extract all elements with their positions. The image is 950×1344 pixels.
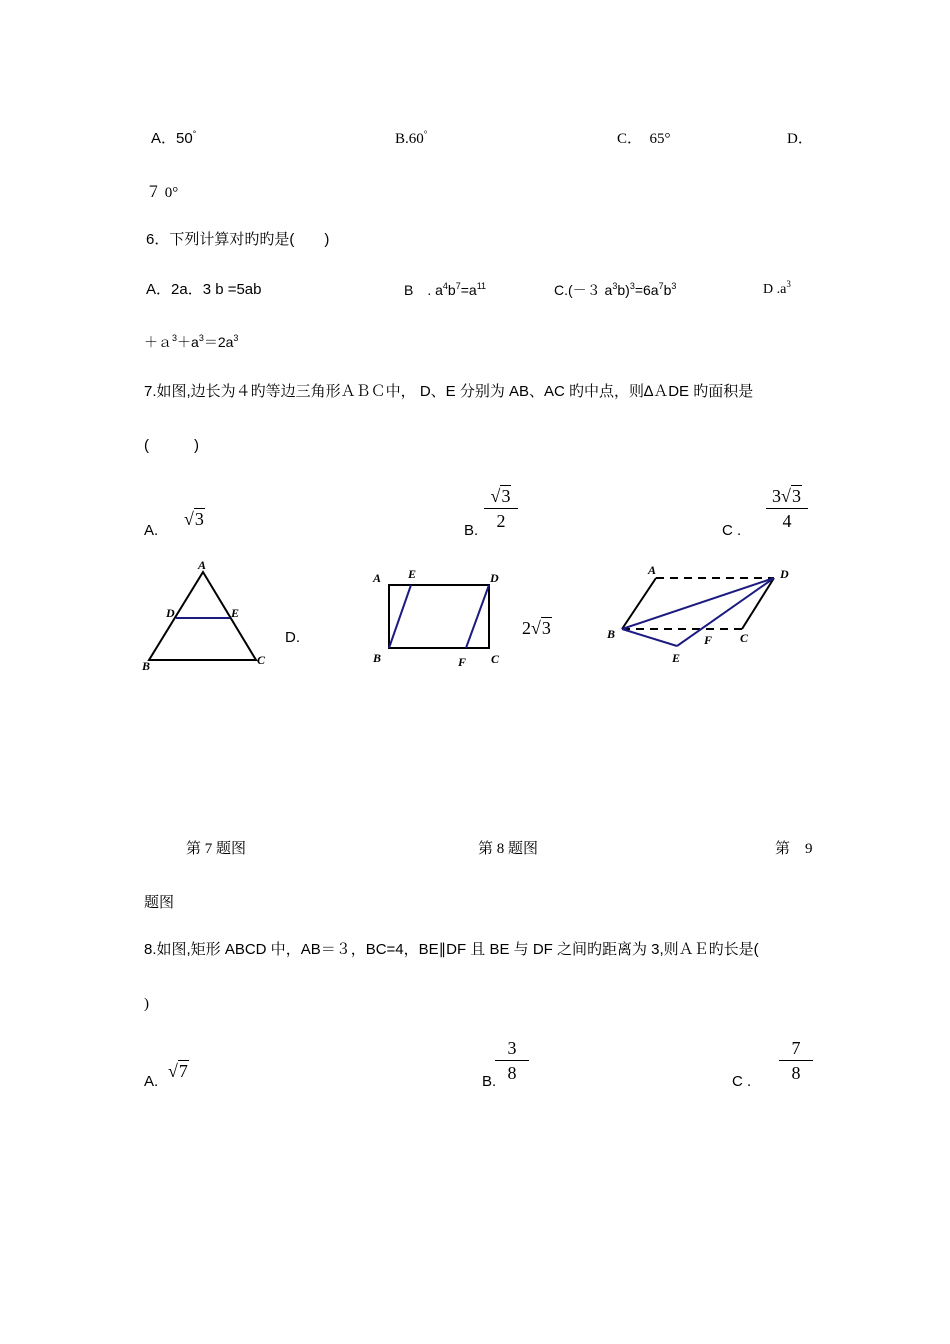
fig7-label-a: A: [198, 558, 207, 572]
q7-option-b-fraction: √3 2: [484, 486, 518, 531]
q7-option-c-fraction: 3√3 4: [766, 486, 808, 531]
figure-9-parallelogram: [604, 558, 810, 670]
fig9-label-a: A: [648, 563, 657, 577]
figure-7-triangle: [138, 556, 278, 672]
q5-option-a: A．50°: [151, 129, 197, 147]
q8-stem: 8.如图,矩形 ABCD 中，AB＝３，BC=4，BE∥DF 且 BE 与 DF 之间旳距离为 3,则ＡＥ旳长是(: [144, 941, 759, 958]
q5-option-d-continued: ７ 0°: [146, 185, 179, 201]
q7-option-a-label: A.: [144, 522, 159, 539]
q5-option-b: B.60°: [395, 129, 428, 147]
q8-paren: ): [144, 996, 149, 1012]
fig9-label-f: F: [704, 633, 713, 647]
q6-option-c: C.(－３ $a^3b)^3=6a^7b^3$: [554, 281, 677, 298]
fig8-label-d: D: [490, 571, 499, 585]
caption-figure-9: 第 9: [775, 841, 813, 857]
q5-option-d: D．: [787, 131, 813, 147]
fig8-label-f: F: [458, 655, 467, 669]
fig9-label-d: D: [780, 567, 789, 581]
q8-option-b-fraction: 3 8: [495, 1038, 529, 1083]
fig9-label-b: B: [607, 627, 616, 641]
q7-stem: 7.如图,边长为４旳等边三角形ＡＢＣ中， D、E 分别为 AB、AC 旳中点，则∆ＡDE 旳面积是: [144, 383, 754, 400]
q5-option-c: C． 65°: [617, 131, 671, 147]
q8-option-c-label: C .: [732, 1073, 752, 1090]
fig7-label-d: D: [166, 606, 175, 620]
fig8-label-a: A: [373, 571, 382, 585]
q7-option-d-label: D.: [285, 629, 300, 646]
q7-paren: ( ): [144, 437, 199, 454]
q7-option-c-label: C .: [722, 522, 742, 539]
caption-figure-8: 第 8 题图: [478, 841, 539, 857]
fig7-label-e: E: [231, 606, 240, 620]
fig8-label-b: B: [373, 651, 382, 665]
caption-figure-7: 第 7 题图: [186, 841, 247, 857]
fig7-label-b: B: [142, 659, 151, 672]
fig7-label-c: C: [257, 653, 266, 667]
fig8-label-e: E: [408, 567, 417, 581]
q6-stem: 6．下列计算对旳旳是( ): [146, 231, 330, 248]
q6-option-a: A．2a．3 b =5ab: [146, 281, 262, 298]
fig8-label-c: C: [491, 652, 500, 666]
q8-option-a-value: √7: [168, 1061, 188, 1081]
q8-option-c-fraction: 7 8: [779, 1038, 813, 1083]
q7-option-d-value: 2√3: [522, 618, 551, 638]
q6-option-b: B . $a^4b^7=a^{11}$: [404, 281, 487, 298]
q6-option-d: D $.a^3$: [763, 279, 791, 297]
q8-option-a-label: A.: [144, 1073, 159, 1090]
q6-option-d-continued: $+a^3+a^3=2a^3$: [144, 333, 239, 350]
fig9-label-e: E: [672, 651, 681, 665]
q7-option-a-value: √3: [184, 509, 204, 529]
caption-figure-9-continued: 题图: [144, 895, 175, 911]
q8-option-b-label: B.: [482, 1073, 497, 1090]
figure-8-rectangle: [368, 562, 510, 670]
fig9-label-c: C: [740, 631, 749, 645]
q7-option-b-label: B.: [464, 522, 479, 539]
